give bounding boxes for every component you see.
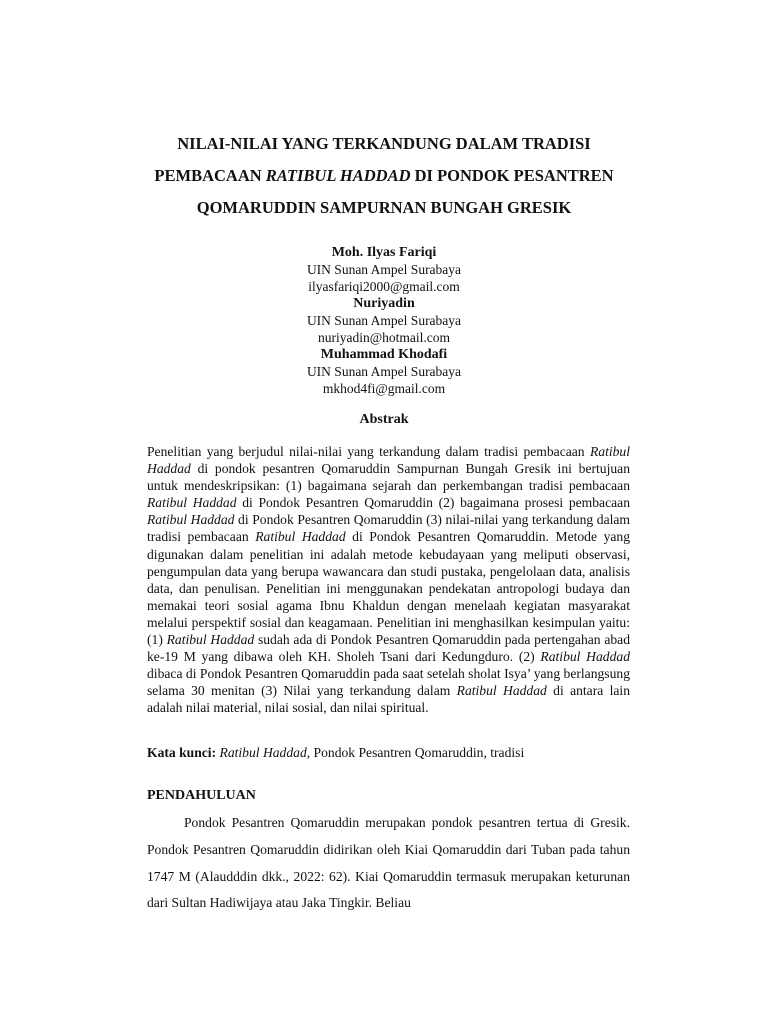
abstract-term: Ratibul Haddad — [147, 444, 630, 477]
abstract-segment: dibaca di Pondok Pesantren Qomaruddin pada saat setelah sholat Isya’ yang berlangsung selama 30 menitan (3) Nilai yang terkandung dalam — [147, 666, 630, 699]
author-affiliation: UIN Sunan Ampel Surabaya — [306, 364, 462, 379]
author-affiliation: UIN Sunan Ampel Surabaya — [306, 262, 462, 277]
abstract-term: Ratibul Haddad — [255, 529, 346, 545]
title-line-2 — [120, 160, 648, 192]
section-heading: PENDAHULUAN — [147, 788, 256, 803]
abstract-segment: Penelitian yang berjudul nilai-nilai yang terkandung dalam tradisi pembacaan — [147, 444, 590, 459]
abstract-term: Ratibul Haddad — [147, 495, 237, 511]
keywords-rest: Pondok Pesantren Qomaruddin, tradisi — [310, 745, 525, 760]
abstract-segment: sudah ada di Pondok Pesantren Qomaruddin pada pertengahan abad ke-19 M yang dibawa oleh KH. Sholeh Tsani dari Kedungduro. (2) — [147, 632, 630, 665]
keywords-italic: Ratibul Haddad, — [216, 745, 311, 760]
abstract-term: Ratibul Haddad — [166, 632, 255, 648]
title-line-3: QOMARUDDIN SAMPURNAN BUNGAH GRESIK — [196, 198, 572, 217]
abstract-term: Ratibul Haddad — [456, 683, 547, 699]
title-line-2-post: DI PONDOK PESANTREN — [410, 166, 614, 185]
author-affiliation: UIN Sunan Ampel Surabaya — [306, 313, 462, 328]
author-email: nuriyadin@hotmail.com — [317, 330, 451, 345]
keywords-label: Kata kunci: — [147, 745, 217, 760]
author-email: mkhod4fi@gmail.com — [322, 381, 446, 396]
abstract-segment: di Pondok Pesantren Qomaruddin. Metode yang digunakan dalam penelitian ini adalah metode kebudayaan yang meliputi observasi, pengumpulan data yang berupa wawancara dan studi pustaka, pengelolaan data, analisis data, dan penulisan. Penelitian ini menggunakan pendekatan antropologi budaya dan memakai teori sosial agama Ibnu Khaldun dengan menelaah kegiatan masyarakat melalui perspektif sosial dan keagamaan. Penelitian ini menghasilkan kesimpulan yaitu: (1) — [147, 529, 630, 648]
abstract-term: Ratibul Haddad — [147, 512, 235, 528]
title-line-2-pre: PEMBACAAN — [154, 166, 266, 185]
abstract-segment: di pondok pesantren Qomaruddin Sampurnan Bungah Gresik ini bertujuan untuk mendeskripsikan: (1) bagaimana sejarah dan perkembangan tradisi pembacaan — [147, 461, 630, 494]
title-line-1: NILAI-NILAI YANG TERKANDUNG DALAM TRADISI — [177, 134, 591, 153]
abstract-term: Ratibul Haddad — [540, 649, 630, 665]
author-name: Muhammad Khodafi — [320, 347, 448, 362]
abstract-segment: di Pondok Pesantren Qomaruddin (2) bagaimana prosesi pembacaan — [236, 495, 630, 511]
author-block — [184, 244, 584, 397]
abstract-segment: di Pondok Pesantren Qomaruddin (3) nilai-nilai yang terkandung dalam tradisi pembacaan — [147, 512, 630, 545]
author-email: ilyasfariqi2000@gmail.com — [308, 279, 460, 294]
keywords — [147, 744, 630, 762]
abstract-heading: Abstrak — [359, 412, 409, 427]
author-name: Moh. Ilyas Fariqi — [331, 245, 437, 260]
abstract-text — [147, 443, 630, 717]
paper-title — [120, 128, 648, 224]
author-name: Nuriyadin — [353, 296, 415, 311]
abstract-segment: di antara lain adalah nilai material, nilai sosial, dan nilai spiritual. — [147, 683, 630, 716]
title-line-2-italic: RATIBUL HADDAD — [265, 166, 411, 185]
body-paragraph: Pondok Pesantren Qomaruddin merupakan pondok pesantren tertua di Gresik. Pondok Pesantren Qomaruddin didirikan oleh Kiai Qomaruddin dari Tuban pada tahun 1747 M (Alaudddin dkk., 2022: 62). Kiai Qomaruddin termasuk merupakan keturunan dari Sultan Hadiwijaya atau Jaka Tingkir. Beliau — [147, 815, 630, 911]
